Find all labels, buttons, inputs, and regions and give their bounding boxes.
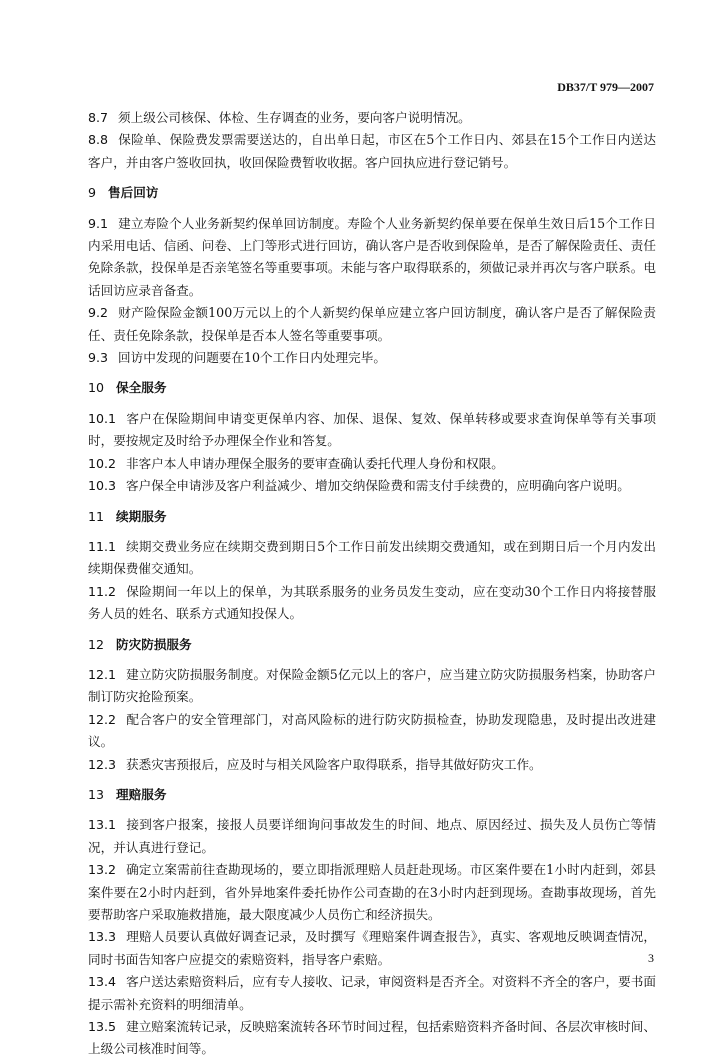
clause-text: 财产险保险金额100万元以上的个人新契约保单应建立客户回访制度，确认客户是否了解保险责任、责任免除条款，投保单是否本人签名等重要事项。	[88, 305, 656, 343]
clause-number: 13.2	[88, 862, 117, 878]
clause-paragraph	[88, 475, 656, 497]
clause-text: 确定立案需前往查勘现场的，要立即指派理赔人员赶赴现场。市区案件要在1小时内赶到，郊县案件要在2小时内赶到，省外异地案件委托协作公司查勘的在3小时内赶到现场。查勘事故现场，首先要帮助客户采取施救措施，最大限度减少人员伤亡和经济损失。	[88, 862, 656, 922]
section-number: 9	[88, 185, 97, 201]
clause-number: 9.1	[88, 215, 109, 231]
clause-paragraph	[88, 859, 656, 926]
clause-number: 8.7	[88, 110, 109, 125]
clause-paragraph	[88, 1016, 656, 1061]
clause-paragraph	[88, 754, 656, 776]
clause-paragraph	[88, 581, 656, 626]
document-body	[88, 107, 656, 1061]
page-number: 3	[648, 951, 654, 965]
clause-number: 10.2	[88, 455, 117, 471]
clause-paragraph	[88, 213, 656, 303]
clause-number: 12.3	[88, 756, 117, 772]
clause-number: 8.8	[88, 132, 109, 148]
clause-text: 接到客户报案，接报人员要详细询问事故发生的时间、地点、原因经过、损失及人员伤亡等情况，并认真进行登记。	[88, 817, 656, 855]
clause-number: 11.2	[88, 583, 117, 599]
clause-text: 客户送达索赔资料后，应有专人接收、记录，审阅资料是否齐全。对资料不齐全的客户，要书面提示需补充资料的明细清单。	[88, 974, 656, 1012]
clause-paragraph	[88, 814, 656, 859]
clause-paragraph	[88, 709, 656, 754]
clause-text: 建立寿险个人业务新契约保单回访制度。寿险个人业务新契约保单要在保单生效日后15个工作日内采用电话、信函、问卷、上门等形式进行回访，确认客户是否收到保险单，是否了解保险责任、责任免除条款，投保单是否亲笔签名等重要事项。未能与客户取得联系的，须做记录并再次与客户联系。电话回访应录音备查。	[88, 215, 656, 298]
clause-paragraph	[88, 536, 656, 581]
clause-number: 10.3	[88, 478, 117, 494]
section-number: 13	[88, 786, 105, 802]
section-heading	[88, 634, 656, 656]
section-heading	[88, 377, 656, 399]
clause-text: 须上级公司核保、体检、生存调查的业务，要向客户说明情况。	[118, 110, 471, 125]
clause-text: 客户在保险期间申请变更保单内容、加保、退保、复效、保单转移或要求查询保单等有关事项时，要按规定及时给予办理保全作业和答复。	[88, 410, 656, 449]
section-title: 保全服务	[116, 380, 167, 396]
section-heading	[88, 182, 656, 204]
clause-paragraph	[88, 664, 656, 709]
clause-text: 客户保全申请涉及客户利益减少、增加交纳保险费和需支付手续费的，应明确向客户说明。	[126, 478, 630, 494]
clause-paragraph	[88, 302, 656, 347]
section-number: 10	[88, 380, 105, 396]
clause-paragraph	[88, 347, 656, 369]
section-heading	[88, 784, 656, 806]
section-heading	[88, 506, 656, 528]
clause-paragraph	[88, 129, 656, 174]
clause-paragraph	[88, 107, 656, 129]
clause-text: 建立赔案流转记录，反映赔案流转各环节时间过程，包括索赔资料齐备时间、各层次审核时间、上级公司核准时间等。	[88, 1019, 656, 1057]
standard-code: DB37/T 979—2007	[557, 80, 654, 94]
clause-paragraph	[88, 453, 656, 475]
clause-text: 建立防灾防损服务制度。对保险金额5亿元以上的客户，应当建立防灾防损服务档案，协助客户制订防灾抢险预案。	[88, 666, 656, 705]
section-number: 12	[88, 636, 105, 652]
section-title: 续期服务	[116, 508, 167, 524]
section-number: 11	[88, 508, 105, 524]
clause-text: 保险单、保险费发票需要送达的，自出单日起，市区在5个工作日内、郊县在15个工作日内送达客户，并由客户签收回执，收回保险费暂收收据。客户回执应进行登记销号。	[88, 132, 656, 170]
section-title: 理赔服务	[116, 786, 167, 802]
clause-text: 获悉灾害预报后，应及时与相关风险客户取得联系，指导其做好防灾工作。	[126, 756, 542, 772]
clause-text: 保险期间一年以上的保单，为其联系服务的业务员发生变动，应在变动30个工作日内将接替服务人员的姓名、联系方式通知投保人。	[88, 583, 656, 622]
section-title: 防灾防损服务	[116, 636, 192, 652]
clause-text: 回访中发现的问题要在10个工作日内处理完毕。	[118, 350, 386, 366]
clause-paragraph	[88, 408, 656, 453]
section-title: 售后回访	[108, 185, 159, 201]
clause-paragraph	[88, 971, 656, 1016]
clause-number: 13.4	[88, 974, 117, 990]
clause-text: 非客户本人申请办理保全服务的要审查确认委托代理人身份和权限。	[126, 455, 504, 471]
clause-number: 9.2	[88, 305, 109, 321]
clause-number: 9.3	[88, 350, 109, 366]
clause-number: 10.1	[88, 410, 117, 426]
clause-number: 12.1	[88, 666, 117, 682]
clause-number: 13.1	[88, 817, 117, 833]
clause-number: 11.1	[88, 538, 117, 554]
clause-text: 续期交费业务应在续期交费到期日5个工作日前发出续期交费通知，或在到期日后一个月内发出续期保费催交通知。	[88, 538, 656, 577]
clause-number: 13.5	[88, 1019, 117, 1035]
clause-number: 13.3	[88, 929, 117, 945]
clause-paragraph	[88, 926, 656, 971]
clause-number: 12.2	[88, 711, 117, 727]
clause-text: 配合客户的安全管理部门，对高风险标的进行防灾防损检查，协助发现隐患，及时提出改进建议。	[88, 711, 656, 750]
clause-text: 理赔人员要认真做好调查记录，及时撰写《理赔案件调查报告》，真实、客观地反映调查情况，同时书面告知客户应提交的索赔资料，指导客户索赔。	[88, 929, 656, 967]
